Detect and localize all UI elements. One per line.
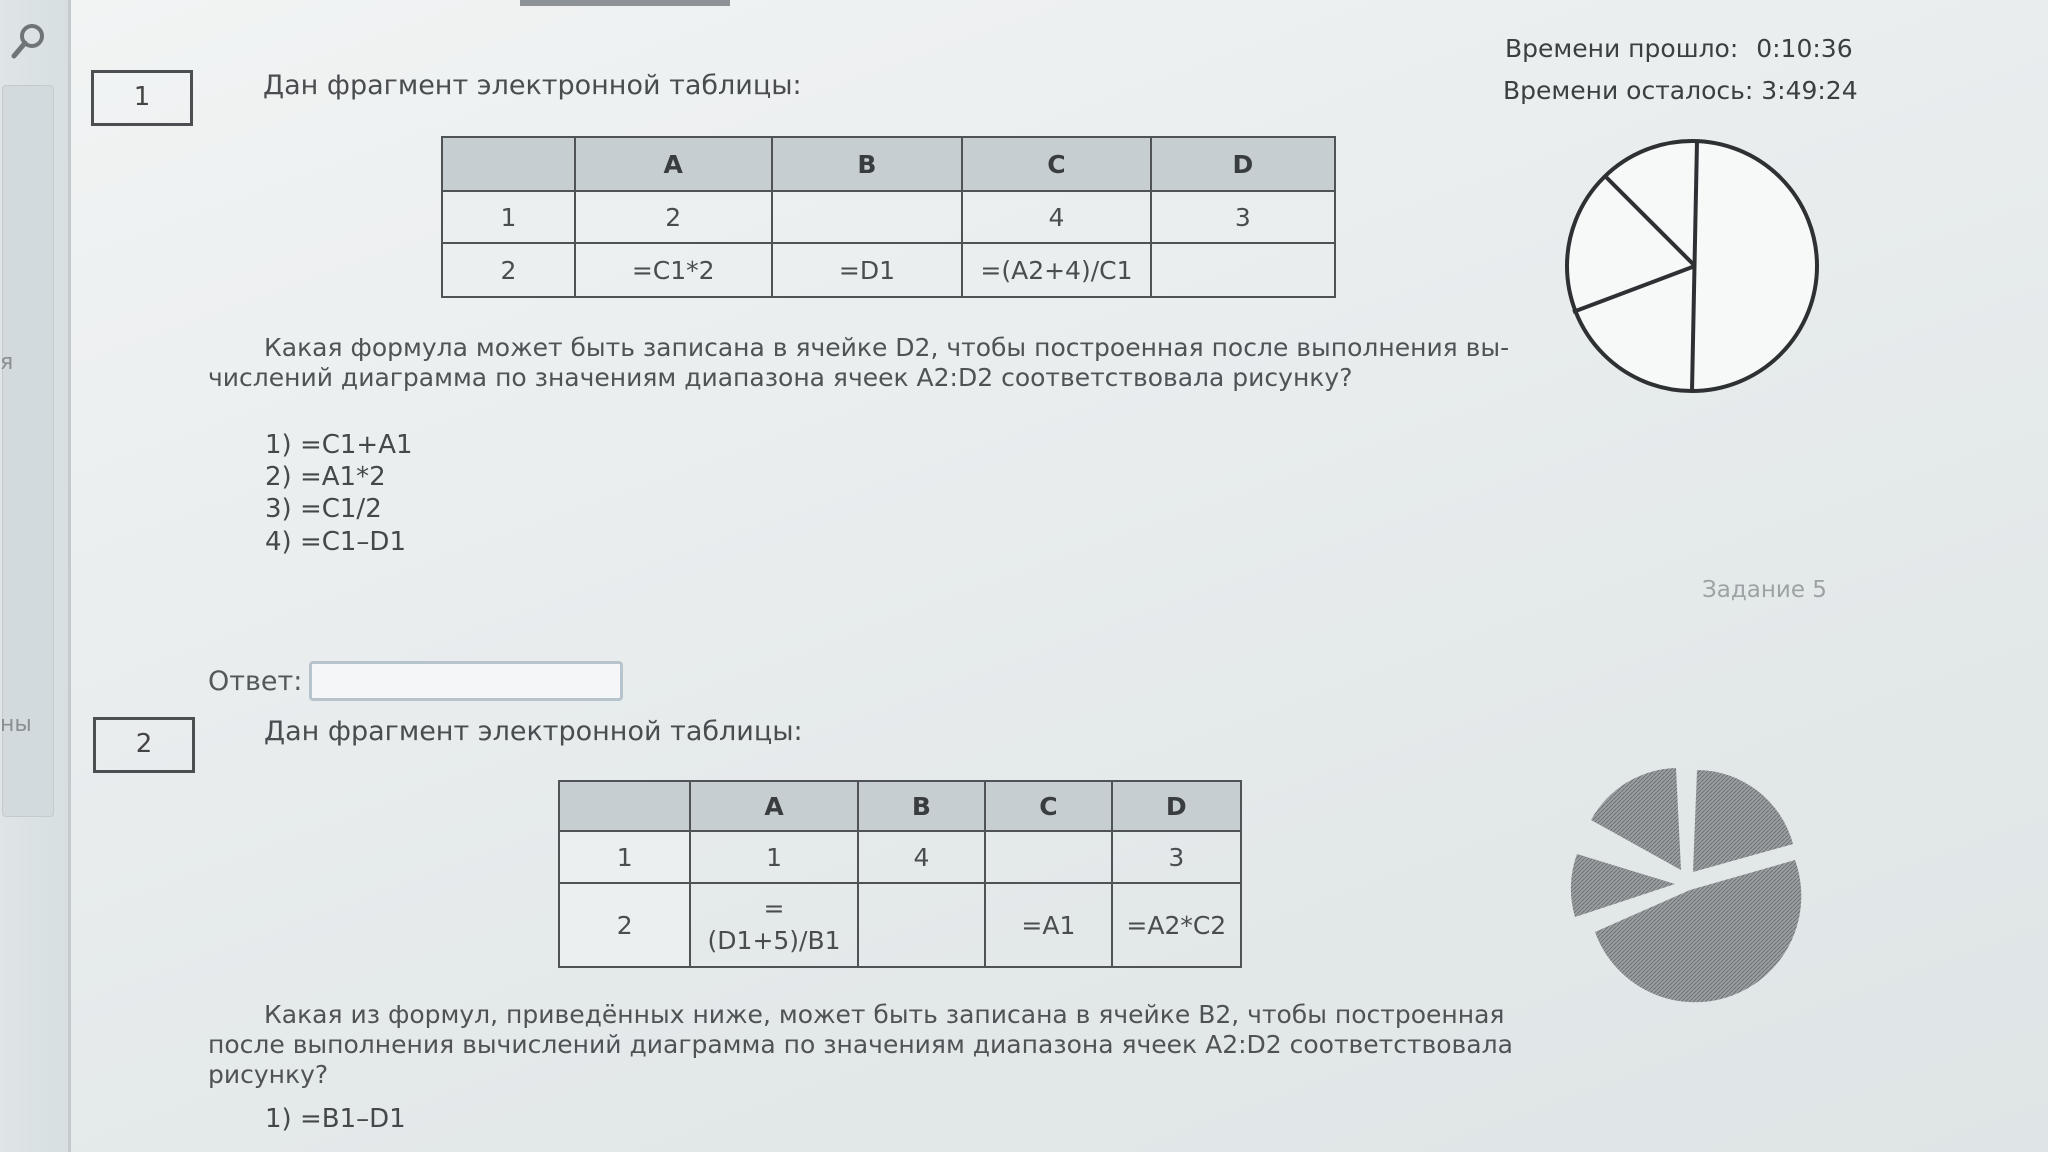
question-2-text — [208, 1000, 1628, 1090]
column-header: D — [1151, 137, 1335, 191]
table-cell — [690, 883, 857, 967]
table-cell: 1 — [690, 831, 857, 883]
table-cell: 3 — [1151, 191, 1335, 243]
answer-label: Ответ: — [208, 666, 303, 697]
task-label: Задание 5 — [1702, 577, 1827, 603]
column-header — [442, 137, 575, 191]
answer-option-1: 1) =B1–D1 — [265, 1104, 406, 1134]
sidebar-text-fragment: ны — [0, 712, 32, 737]
top-bar-edge — [520, 0, 730, 6]
sidebar-panel — [2, 85, 54, 817]
time-remaining-value: 3:49:24 — [1761, 76, 1858, 105]
question-1-text — [208, 333, 1568, 393]
cell-line: (D1+5)/B1 — [707, 926, 841, 955]
row-header: 1 — [442, 191, 575, 243]
cell-line: = — [763, 894, 785, 923]
row-header: 1 — [559, 831, 690, 883]
column-header: A — [690, 781, 857, 831]
time-remaining — [1503, 76, 1858, 105]
question-2-line-2: после выполнения вычислений диаграмма по значениям диапазона ячеек A2:D2 соответствовала рисунку? — [208, 1030, 1513, 1089]
table-cell: =D1 — [772, 243, 963, 297]
table-cell — [772, 191, 963, 243]
table-cell: 4 — [858, 831, 986, 883]
table-row — [559, 831, 1241, 883]
table-cell — [1151, 243, 1335, 297]
table-cell: 3 — [1112, 831, 1241, 883]
table-cell: =C1*2 — [575, 243, 772, 297]
table-row — [442, 243, 1335, 297]
column-header: B — [772, 137, 963, 191]
table-cell: 2 — [575, 191, 772, 243]
answer-option-1: 1) =C1+A1 — [265, 430, 413, 460]
row-header: 2 — [442, 243, 575, 297]
question-1-line-2: числений диаграмма по значениям диапазона ячеек A2:D2 соответствовала рисунку? — [208, 363, 1353, 392]
time-elapsed — [1505, 34, 1853, 63]
column-header: A — [575, 137, 772, 191]
table-row — [442, 191, 1335, 243]
pie-slice — [1693, 770, 1793, 872]
table-cell — [985, 831, 1111, 883]
column-header: D — [1112, 781, 1241, 831]
spreadsheet-fragment-1 — [441, 136, 1336, 298]
answer-option-3: 3) =C1/2 — [265, 494, 382, 524]
answer-input[interactable] — [309, 661, 623, 701]
search-icon[interactable] — [6, 20, 50, 64]
time-remaining-label: Времени осталось: — [1503, 76, 1754, 105]
column-header: C — [962, 137, 1150, 191]
table-cell: 4 — [962, 191, 1150, 243]
table-cell — [858, 883, 986, 967]
table-cell: =(A2+4)/C1 — [962, 243, 1150, 297]
table-cell: =A2*C2 — [1112, 883, 1241, 967]
spreadsheet-fragment-2 — [558, 780, 1242, 968]
time-elapsed-value: 0:10:36 — [1756, 34, 1853, 63]
row-header: 2 — [559, 883, 690, 967]
left-sidebar — [0, 0, 71, 1152]
pie-chart-1 — [1555, 128, 1825, 408]
question-number-2: 2 — [93, 717, 195, 773]
column-header: C — [985, 781, 1111, 831]
pie-chart-2 — [1565, 762, 1805, 1006]
pie-slice — [1591, 768, 1681, 870]
answer-option-2: 2) =A1*2 — [265, 462, 386, 492]
question-1-heading: Дан фрагмент электронной таблицы: — [263, 70, 802, 101]
answer-option-4: 4) =C1–D1 — [265, 527, 406, 557]
question-number-1: 1 — [91, 70, 193, 126]
time-elapsed-label: Времени прошло: — [1505, 34, 1739, 63]
sidebar-text-fragment: я — [0, 350, 14, 375]
question-2-heading: Дан фрагмент электронной таблицы: — [264, 716, 803, 747]
column-header — [559, 781, 690, 831]
question-1-line-1: Какая формула может быть записана в ячейке D2, чтобы построенная после выполнения вы- — [264, 333, 1510, 362]
table-row — [559, 883, 1241, 967]
table-cell: =A1 — [985, 883, 1111, 967]
column-header: B — [858, 781, 986, 831]
question-2-line-1: Какая из формул, приведённых ниже, может быть записана в ячейке B2, чтобы построенная — [264, 1000, 1505, 1029]
